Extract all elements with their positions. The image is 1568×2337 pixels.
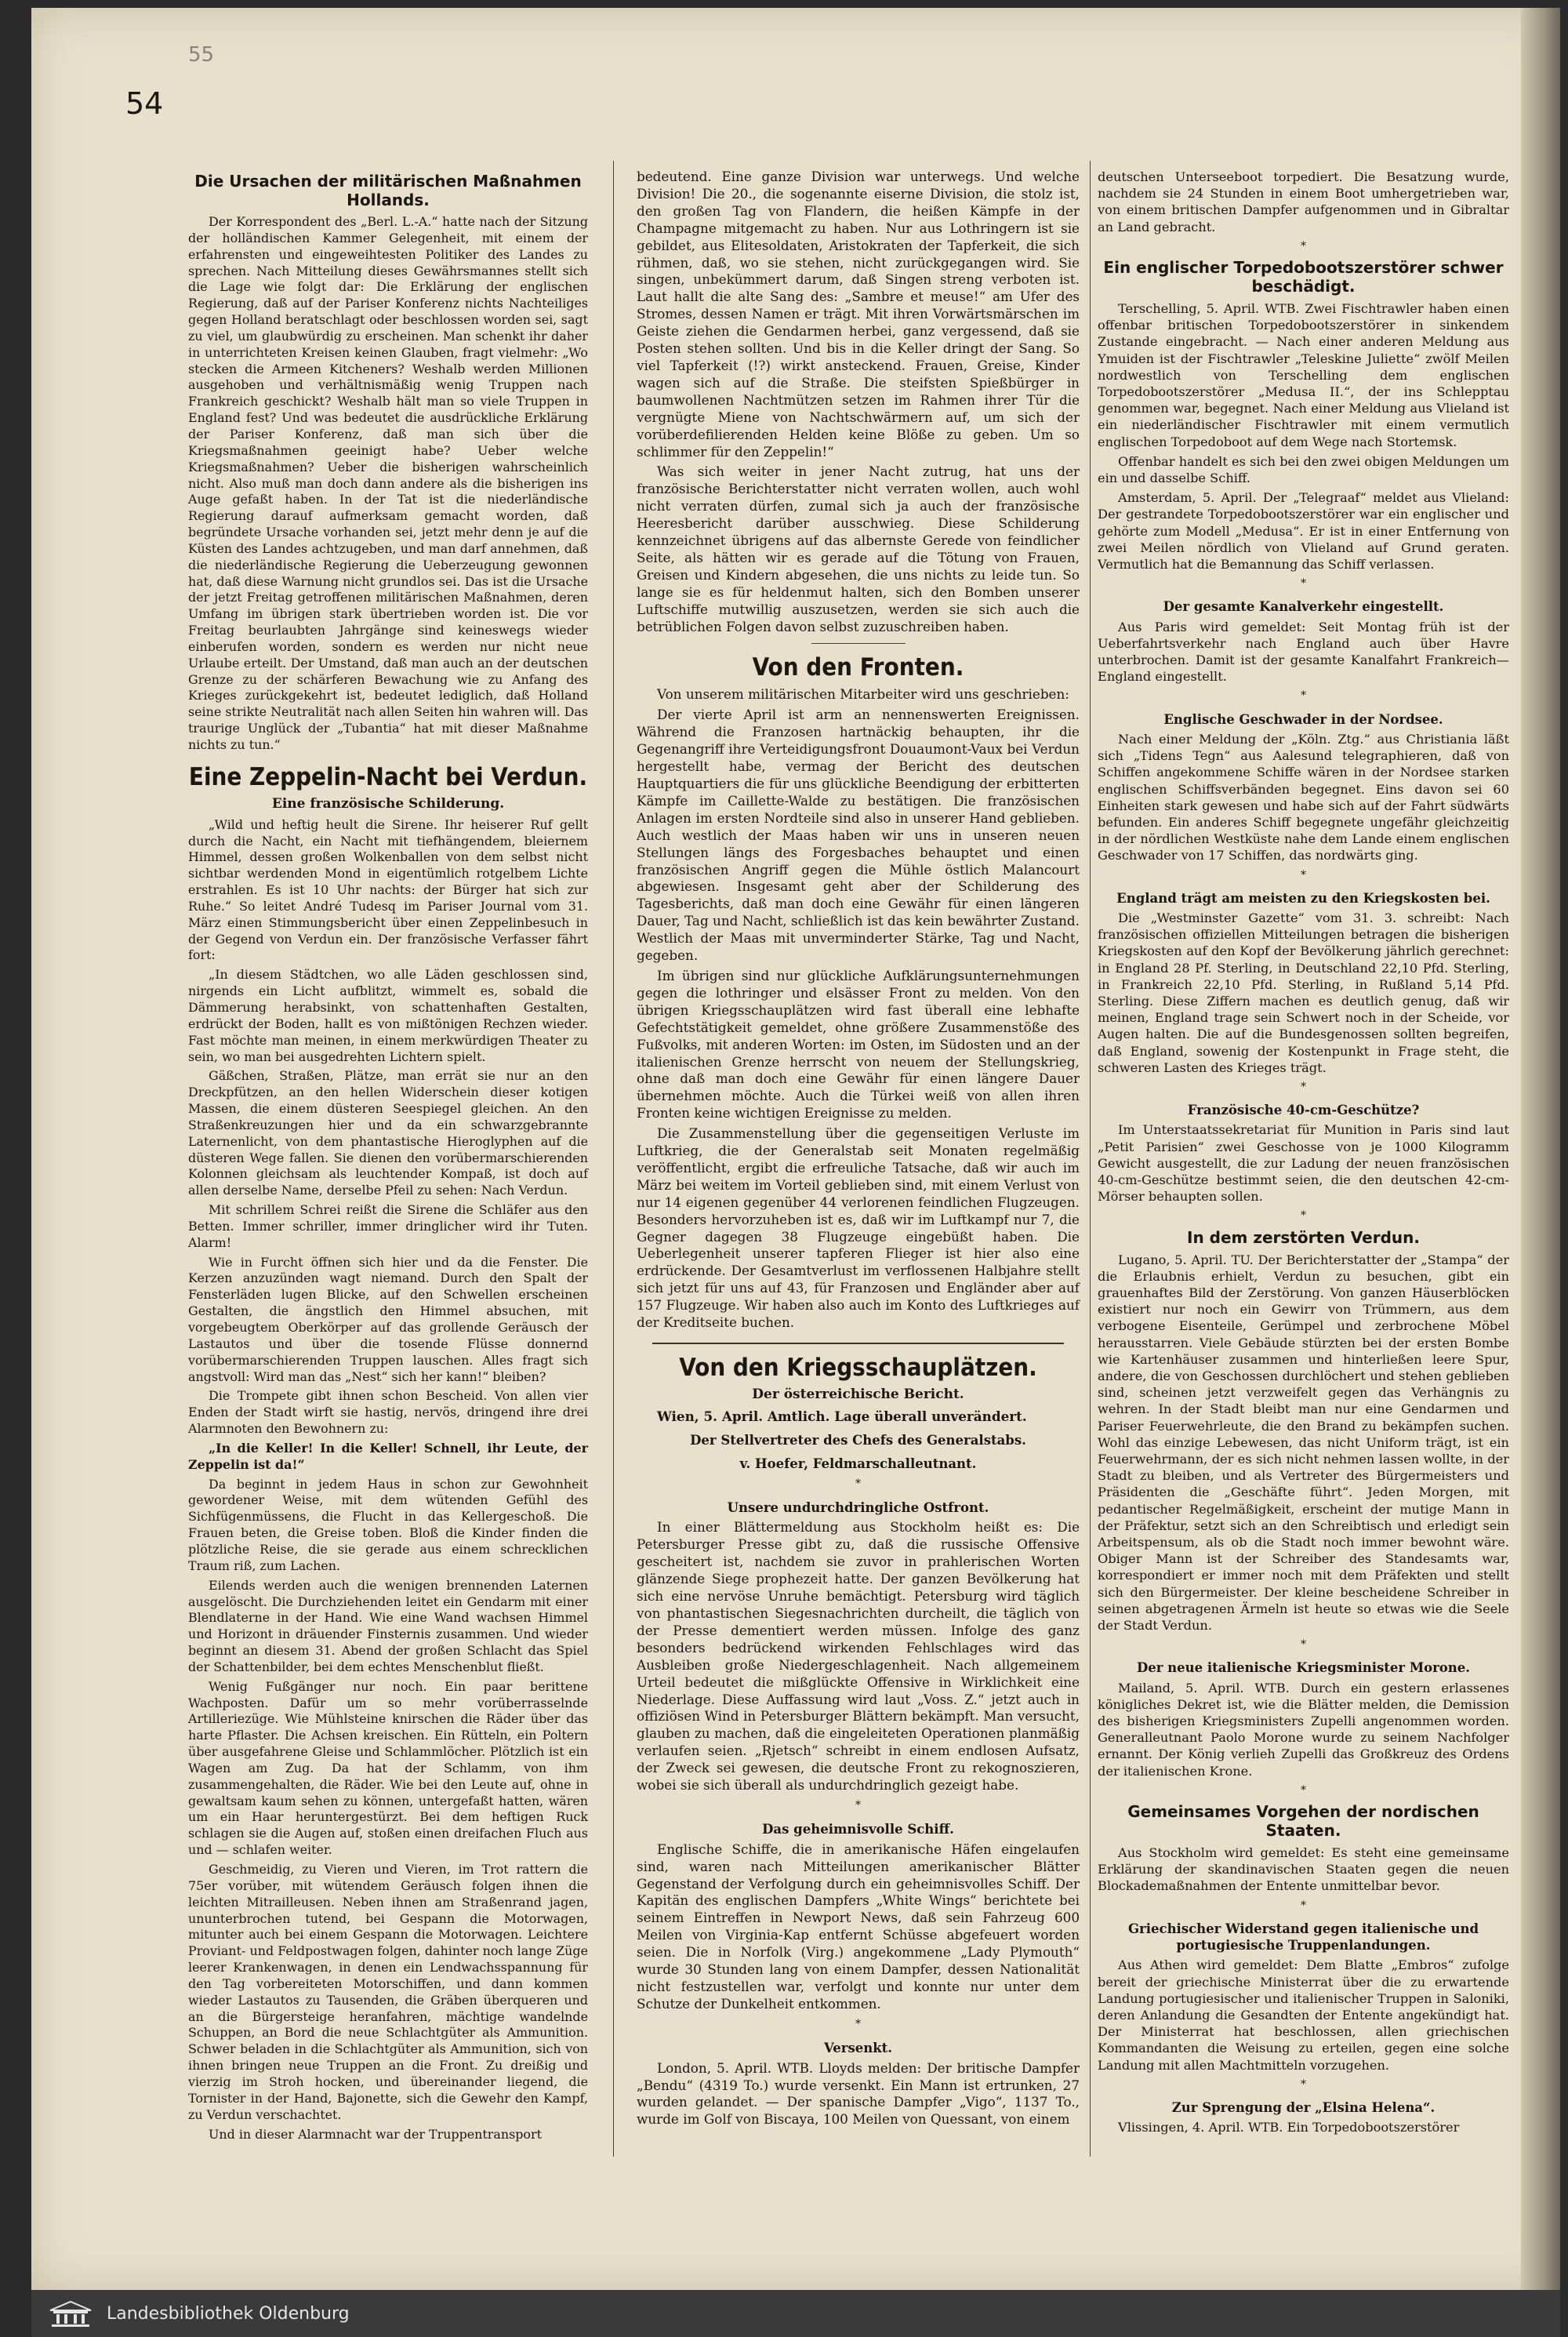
article-paragraph: Aus Athen wird gemeldet: Dem Blatte „Embros“ zufolge bereit der griechische Ministerrat über die zu erwartende Landung portugiesischer und italienischer Truppen in Saloniki, deren Anlandung die Gesandten der Entente angekündigt hat. Der Ministerrat hat beschlossen, allen griechischen Kommandanten die Weisung zu erteilen, gegen eine solche Landung mit allen Machtmitteln vorzugehen. — [1098, 1957, 1509, 2073]
article-paragraph: In einer Blättermeldung aus Stockholm heißt es: Die Petersburger Presse gibt zu, daß die russische Offensive gescheitert ist, nachdem sie zuvor in prahlerischen Worten glänzende Siege prophezeit hatte. Der ganzen Bevölkerung hat sich eine nervöse Unruhe bemächtigt. Petersburg wird täglich von phantastischen Siegesnachrichten durcheilt, die täglich von der Presse dementiert werden müssen. Infolge des ganz besonders bedrückend wirkenden Fehlschlages wird das Ausbleiben große Niedergeschlagenheit. Nach allgemeinem Urteil bedeutet die mißglückte Offensive in Wirklichkeit eine Niederlage. Diese Auffassung wird laut „Voss. Z.“ jetzt auch in offiziösen Wind in Petersburger Blättern bekämpft. Man versucht, glauben zu machen, daß die eingeleiteten Operationen planmäßig verlaufen seien. „Rjetsch“ schreibt in einem endlosen Aufsatz, der Zweck sei gewesen, die deutsche Front zu rekognoszieren, wobei sie sich überall als undurchdringlich gezeigt habe. — [637, 1519, 1080, 1794]
asterisk-separator: * — [1301, 1209, 1306, 1223]
article-paragraph: Der vierte April ist arm an nennenswerten Ereignissen. Während die Franzosen hartnäckig behaupten, ihr die Gegenangriff ihre Verteidigungsfront Douaumont-Vaux bei Verdun hergestellt habe, vermag der Bericht des deutschen Hauptquartiers die für uns glückliche Beendigung der erbitterten Kämpfe im Caillette-Walde zu bestätigen. Die französischen Anlagen im ersten Nordteile sind also in unserer Hand geblieben. Auch westlich der Maas haben wir uns in unseren neuen Stellungen längs des Forgesbaches behauptet und einen französischen Angriff gegen die Mühle östlich Malancourt abgewiesen. Insgesamt geht aber der Schilderung des Tagesberichts, daß man doch eine Gewähr für einen längeren Dauer, Tag und Nacht, schließlich ist das kein bewährter Zustand. Westlich der Maas mit unverminderter Stärke, Tag und Nacht, gegeben. — [637, 707, 1080, 964]
article-paragraph: Die Zusammenstellung über die gegenseitigen Verluste im Luftkrieg, die der Generalstab seit Monaten regelmäßig veröffentlicht, ergibt die erfreuliche Tatsache, daß wir auch im März bei weitem im Vorteil geblieben sind, mit einem Verlust von nur 14 eigenen gegenüber 44 verlorenen feindlichen Flugzeugen. Besonders hervorzuheben ist es, daß wir im Luftkampf nur 7, die Gegner dagegen 38 Flugzeuge eingebüßt haben. Die Ueberlegenheit unserer tapferen Flieger ist hier also eine erdrückende. Der Gesamtverlust im verflossenen Halbjahre stellt sich jetzt für uns auf 43, für Franzosen und Engländer aber auf 157 Flugzeuge. Wir haben also auch im Konto des Luftkrieges auf der Kreditseite buchen. — [637, 1125, 1080, 1331]
article-headline: Englische Geschwader in der Nordsee. — [1163, 711, 1443, 727]
article-headline: Griechischer Widerstand gegen italienische und portugiesische Truppenlandungen. — [1127, 1921, 1479, 1954]
article-paragraph: Vlissingen, 4. April. WTB. Ein Torpedobootszerstörer — [1118, 2120, 1460, 2135]
article-paragraph: Englische Schiffe, die in amerikanische Häfen eingelaufen sind, waren nach Mitteilungen amerikanischer Blätter Gegenstand der Verfolgung durch ein geheimnisvolles Schiff. Der Kapitän des englischen Dampfers „White Wings“ berichtete bei seinem Eintreffen in Newport News, daß sein Fahrzeug 600 Meilen von Virginia-Kap entfernt Schüsse abgefeuert worden seien. Die in Norfolk (Virg.) angekommene „Lady Plymouth“ wurde 30 Stunden lang von einem Dampfer, dessen Nationalität nicht festzustellen war, verfolgt und konnte nur unter dem Schutze der Dunkelheit entkommen. — [637, 1841, 1080, 2012]
article-paragraph: „In diesem Städtchen, wo alle Läden geschlossen sind, nirgends ein Licht aufblitzt, wimmelt es, sobald die Dämmerung herabsinkt, von schattenhaften Gestalten, erdrückt der Boden, hallt es von mißtönigen Rechzen wieder. Fast möchte man meinen, in einem merkwürdigen Theater zu sein, wo man bei ausgedrehten Lichtern spielt. — [188, 967, 588, 1064]
section-divider — [652, 1343, 1064, 1344]
article-paragraph: Mailand, 5. April. WTB. Durch ein gestern erlassenes königliches Dekret ist, wie die Blätter melden, die Demission des bisherigen Kriegsministers Zupelli angenommen worden. Generalleutnant Paolo Morone wurde zu seinem Nachfolger ernannt. Der König verlieh Zupelli das Großkreuz des Ordens der italienischen Krone. — [1098, 1680, 1509, 1779]
asterisk-separator: * — [1301, 1783, 1306, 1797]
footer-label: Landesbibliothek Oldenburg — [107, 2303, 350, 2324]
column-3 — [1098, 169, 1509, 2139]
article-paragraph: „Wild und heftig heult die Sirene. Ihr heiserer Ruf gellt durch die Nacht, ein Nacht mit tiefhängendem, bleiernem Himmel, dessen großen Wolkenballen von dem selbst nicht sichtbar werdenden Mond in eigentümlich rotgelbem Lichte erstrahlen. Es ist 10 Uhr nachts: der Bürger hat sich zur Ruhe.“ So leitet André Tudesq im Pariser Journal vom 31. März einen Stimmungsbericht über einen Zeppelinbesuch in der Gegend von Verdun ein. Der französische Verfasser fährt fort: — [188, 816, 588, 963]
asterisk-separator: * — [1301, 1638, 1306, 1652]
asterisk-separator: * — [1301, 577, 1306, 591]
pencil-mark: 55 — [188, 43, 215, 67]
article-paragraph: Und in dieser Alarmnacht war der Truppentransport — [209, 2126, 542, 2142]
article-paragraph: Was sich weiter in jener Nacht zutrug, hat uns der französische Berichterstatter nicht verraten wollen, auch wohl nicht verraten dürfen, zumal sich ja auch der französische Heeresbericht darüber ausschwieg. Diese Schilderung kennzeichnet übrigens auf das albernste Gerede von feindlicher Seite, als hätten wir es gerade auf die Tötung von Frauen, Greisen und Kindern abgesehen, die uns nichts zu leide tun. So lange sie es für heldenmut halten, sich den Bomben unserer Luftschiffe mutwillig auszusetzen, werden sie sich auch die betrüblichen Folgen davon selbst zuzuschreiben haben. — [637, 463, 1080, 634]
page-number: 54 — [125, 86, 164, 121]
article-paragraph: deutschen Unterseeboot torpediert. Die Besatzung wurde, nachdem sie 24 Stunden in einem Boot umhergetrieben war, von einem britischen Dampfer aufgenommen und in Gibraltar an Land gebracht. — [1098, 169, 1509, 234]
asterisk-separator: * — [1301, 2077, 1306, 2091]
article-headline: Versenkt. — [823, 2040, 893, 2055]
article-paragraph: Im übrigen sind nur glückliche Aufklärungsunternehmungen gegen die lothringer und elsässer Front zu melden. Von den übrigen Kriegsschauplätzen wird fast überall eine lebhafte Gefechtstätigkeit gemeldet, ohne größere Zusammenstöße des Fußvolks, mit anderen Worten: im Osten, im Südosten und an der italienischen Grenze herrscht von neuem der Stellungskrieg, ohne daß man doch eine Gewähr für einen längere Dauer übernehmen möchte. Auch die Türkei weiß von allen ihren Fronten keine wichtigen Ereignisse zu melden. — [637, 967, 1080, 1121]
article-headline: Das geheimnisvolle Schiff. — [762, 1821, 954, 1837]
article-paragraph: Die „Westminster Gazette“ vom 31. 3. schreibt: Nach französischen offiziellen Mitteilungen betragen die bisherigen Kriegskosten auf den Kopf der Bevölkerung jährlich gerechnet: in England 28 Pf. Sterling, in Deutschland 22,10 Pfd. Sterling, in Frankreich 22,10 Pfd. Sterling, in Rußland 5,14 Pfd. Sterling. Diese Ziffern machen es deutlich genug, daß wir meinen, England trage sein Schwert noch in der Scheide, vor Augen halten. Die auf die Bundesgenossen sollten begreifen, daß England, sowenig der Kostenpunkt in Frage steht, die schweren Lasten des Krieges trägt. — [1098, 910, 1509, 1075]
article-headline: England trägt am meisten zu den Kriegskosten bei. — [1116, 890, 1490, 906]
article-headline: Eine Zeppelin-Nacht bei Verdun. — [188, 762, 588, 791]
article-headline: Von den Kriegsschauplätzen. — [679, 1354, 1037, 1382]
article-paragraph: London, 5. April. WTB. Lloyds melden: Der britische Dampfer „Bendu“ (4319 To.) wurde versenkt. Ein Mann ist ertrunken, 27 wurden gelandet. — Der spanische Dampfer „Vigo“, 1137 To., wurde im Golf von Biscaya, 100 Meilen von Quessant, von einem — [637, 2059, 1080, 2128]
article-paragraph: Im Unterstaatssekretariat für Munition in Paris sind laut „Petit Parisien“ zwei Geschosse von je 1000 Kilogramm Gewicht ausgestellt, die zur Ladung der neuen französischen 40-cm-Geschütze bestimmt seien, die den deutschen 42-cm-Mörser behaupten sollen. — [1098, 1122, 1509, 1205]
article-paragraph: Da beginnt in jedem Haus in schon zur Gewohnheit gewordener Weise, mit dem wütenden Gefühl des Sichfügenmüssens, die Flucht in das Kellergeschoß. Die Frauen beten, die Greise toben. Bloß die Kinder finden die plötzliche Reise, die sie gerade aus einem schrecklichen Traum riß, zum Lachen. — [188, 1476, 588, 1573]
asterisk-separator: * — [855, 2017, 861, 2030]
article-paragraph: bedeutend. Eine ganze Division war unterwegs. Und welche Division! Die 20., die sogenannte eiserne Division, die stolz ist, den großen Tag von Flandern, die heißen Kämpfe in der Champagne mitgemacht zu haben. Nur aus Lothringern ist sie gebildet, aus Elitesoldaten, Aristokraten der Tapferkeit, die sich rühmen, daß, wo sie stehen, nicht zurückgegangen wird. Sie singen, unbekümmert darum, daß Singen streng verboten ist. Laut hallt die alte Sang des: „Sambre et meuse!“ am Ufer des Stromes, dessen Namen er trägt. Mit ihren Vorwärtsmärschen im Geiste ziehen die Gendarmen herbei, ganz vergessend, daß sie Posten stehen sollten. Und bis in die Keller dringt der Sang. So viel Tapferkeit (!?) wirkt ansteckend. Frauen, Greise, Kinder wagen sich auf die Straße. Die steifsten Spießbürger in baumwollenen Nachtmützen setzen im Rahmen ihrer Tür die vergnügte Miene von Nachtschwärmern auf, um sich der vorüberdefilierenden Helden keine Blöße zu geben. Um so schlimmer für den Zeppelin!“ — [637, 169, 1080, 460]
article-headline: Unsere undurchdringliche Ostfront. — [727, 1499, 989, 1515]
article-paragraph: Amsterdam, 5. April. Der „Telegraaf“ meldet aus Vlieland: Der gestrandete Torpedobootszerstörer war ein englischer und gehörte zum Modell „Medusa“. Er ist in einer Entfernung von zwei Meilen nördlich von Vlieland auf Grund geraten. Vermutlich hat die Bemannung das Schiff verlassen. — [1098, 490, 1509, 572]
asterisk-separator: * — [855, 1477, 861, 1490]
article-paragraph: Gäßchen, Straßen, Plätze, man errät sie nur an den Dreckpfützen, an den hellen Widerschein dieser kotigen Massen, die einem düsteren Seespiegel gleichen. An den Straßenkreuzungen hier und da ein schwarzgebrannte Laternenlicht, von dem phantastische Hieroglyphen auf die düsteren Wege fallen. Sie dienen den vorübermarschierenden Kolonnen gleichsam als leuchtender Kompaß, ist doch auf allen derselbe Name, derselbe Pfeil zu sehen: Nach Verdun. — [188, 1068, 588, 1198]
section-divider — [811, 643, 906, 644]
footer-bar — [31, 2290, 1560, 2337]
article-paragraph: Offenbar handelt es sich bei den zwei obigen Meldungen um ein und dasselbe Schiff. — [1098, 453, 1509, 486]
asterisk-separator: * — [1301, 239, 1306, 253]
article-headline: Ein englischer Torpedobootszerstörer schwer beschädigt. — [1103, 258, 1504, 296]
article-paragraph: Terschelling, 5. April. WTB. Zwei Fischtrawler haben einen offenbar britischen Torpedobootszerstörer in sinkendem Zustande eingebracht. — Nach einer anderen Meldung aus Ymuiden ist der Fischtrawler „Teleskine Juliette“ zwölf Meilen nordwestlich von Terschelling dem englischen Torpedobootszerstörer „Medusa II.“, der ins Schlepptau genommen war, begegnet. Nach einer Meldung aus Vlieland ist ein niederländischer Fischtrawler mit einem vermutlich englischen Torpedoboot auf dem Wege nach Stortemsk. — [1098, 301, 1509, 449]
article-paragraph: Nach einer Meldung der „Köln. Ztg.“ aus Christiania läßt sich „Tidens Tegn“ aus Aalesund telegraphieren, daß von Schiffen angekommene Schiffe wären in der Nordsee starken englischen Schiffsverbänden begegnet. Eins davon sei 60 Einheiten stark gewesen und habe sich auf der Fahrt südwärts befunden. Ein anderes Schiff begegnete ungefähr gleichzeitig in der nördlichen Westküste nahe dem Lande einem englischen Geschwader von 17 Schiffen, das nordwärts ging. — [1098, 731, 1509, 863]
article-paragraph: Wenig Fußgänger nur noch. Ein paar berittene Wachposten. Dafür um so mehr vorüberrasselnde Artilleriezüge. Wie Mühlsteine knirschen die Räder über das harte Pflaster. Die Achsen kreischen. Ein Rütteln, ein Poltern über ausgefahrene Gleise und Schlammlöcher. Plötzlich ist ein Wagen am Zug. Da hat der Schlamm, von ihm zusammengehalten, die Räder. Wie bei den Leute auf, ohne in gewaltsam kaum sehen zu können, untergefaßt hatten, wären um ein Haar heruntergestürzt. Bei dem heftigen Ruck schlagen sie die Augen auf, stoßen einen dreifachen Fluch aus und — schlafen weiter. — [188, 1678, 588, 1858]
page-gutter — [1521, 8, 1560, 2290]
article-paragraph: Wie in Furcht öffnen sich hier und da die Fenster. Die Kerzen anzuzünden wagt niemand. Durch den Spalt der Fensterläden lugen Blicke, auf den Schwellen erscheinen Gestalten, die ängstlich den Himmel absuchen, mit vorgebeugtem Oberkörper auf das grollende Geräusch der Lastautos und über die tosende Flüsse donnernd vorübermarschierenden Truppen lauschen. Alles fragt sich angstvoll: Wird man das „Nest“ sich her kann!“ bleiben? — [188, 1254, 588, 1384]
signature-line: v. Hoefer, Feldmarschalleutnant. — [739, 1456, 977, 1471]
article-headline: Französische 40-cm-Geschütze? — [1187, 1103, 1420, 1118]
asterisk-separator: * — [1301, 1899, 1306, 1912]
asterisk-separator: * — [855, 1798, 861, 1812]
signature-line: Der Stellvertreter des Chefs des Generalstabs. — [690, 1432, 1026, 1448]
column-1 — [188, 169, 588, 2146]
library-building-icon — [47, 2299, 94, 2328]
asterisk-separator: * — [1301, 868, 1306, 881]
article-subheadline: Eine französische Schilderung. — [271, 795, 505, 812]
article-paragraph: Mit schrillem Schrei reißt die Sirene die Schläfer aus den Betten. Immer schriller, immer dringlicher wird ihr Tuten. Alarm! — [188, 1202, 588, 1250]
column-2 — [637, 169, 1080, 2132]
article-paragraph: „In die Keller! In die Keller! Schnell, ihr Leute, der Zeppelin ist da!“ — [188, 1440, 588, 1472]
asterisk-separator: * — [1301, 1080, 1306, 1093]
article-paragraph: Der Korrespondent des „Berl. L.-A.“ hatte nach der Sitzung der holländischen Kammer Gelegenheit, mit einem der erfahrensten und eingeweihtesten Politiker des Landes zu sprechen. Nach Mitteilung dieses Gewährsmannes stellt sich die Lage wie folgt dar: Die Erklärung der englischen Regierung, daß auf der Pariser Konferenz nichts Nachteiliges gegen Holland beratschlagt oder beschlossen worden sei, sagt zu viel, um glaubwürdig zu erscheinen. Man schenkt ihr daher in unterrichteten Kreisen keinen Glauben, fragt vielmehr: „Wo stecken die Armeen Kitcheners? Weshalb werden Millionen ausgehoben und verhältnismäßig wenig Truppen nach Frankreich geschickt? Weshalb hält man so viele Truppen in England fest? Und was bedeutet die ausdrückliche Erklärung der Pariser Konferenz, daß man sich über die Kriegsmaßnahmen geeinigt habe? Ueber welche Kriegsmaßnahmen? Ueber die bisherigen wahrscheinlich nicht. Also muß man doch dann andere als die bisherigen ins Auge gefaßt haben. In der Tat ist die niederländische Regierung darauf aufmerksam gemacht worden, daß begründete Ursache vorhanden sei, jetzt mehr denn je auf die Küsten des Landes achtzugeben, und man darf annehmen, daß die niederländische Regierung die Ueberzeugung gewonnen hat, daß diese Warnung nicht grundlos sei. Das ist die Ursache der jetzt Freitag getroffenen militärischen Maßnahmen, deren Umfang im übrigen stark übertrieben worden ist. Die vor Freitag beurlaubten Jahrgänge sind keineswegs wieder einberufen worden, sondern es werden nur nicht neue Urlaube erteilt. Der Umstand, daß man auch an der deutschen Grenze zu der schärferen Bewachung wie zu Anfang des Krieges zurückgekehrt ist, bedeutet lediglich, daß Holland seine strikte Neutralität nach allen Seiten hin wahren will. Das traurige Unglück der „Tubantia“ hat mit dieser Maßnahme nichts zu tun.“ — [188, 214, 588, 752]
article-headline: Zur Sprengung der „Elsina Helena“. — [1171, 2099, 1436, 2115]
article-paragraph: Aus Paris wird gemeldet: Seit Montag früh ist der Ueberfahrtsverkehr nach England auch über Havre unterbrochen. Damit ist der gesamte Kanalfahrt Frankreich—England eingestellt. — [1098, 619, 1509, 685]
article-headline: Gemeinsames Vorgehen der nordischen Staaten. — [1127, 1802, 1479, 1841]
article-headline: Der neue italienische Kriegsminister Morone. — [1136, 1660, 1471, 1676]
article-subheadline: Der österreichische Bericht. — [752, 1387, 964, 1402]
article-paragraph: Eilends werden auch die wenigen brennenden Laternen ausgelöscht. Die Durchziehenden leitet ein Gendarm mit einer Blendlaterne in der Hand. Wie eine Wand wachsen Himmel und Horizont in dräuender Finsternis zusammen. Und wieder beginnt an diesem 31. Abend der großen Schlacht das Spiel der Schattenbilder, bei dem echtes Menschenblut fließt. — [188, 1577, 588, 1674]
column-rule — [1090, 161, 1091, 2157]
article-headline: Die Ursachen der militärischen Maßnahmen Hollands. — [194, 172, 582, 209]
article-paragraph: Aus Stockholm wird gemeldet: Es steht eine gemeinsame Erklärung der skandinavischen Staaten gegen die neuen Blockademaßnahmen der Entente unmittelbar bevor. — [1098, 1845, 1509, 1894]
article-paragraph: Wien, 5. April. Amtlich. Lage überall unverändert. — [657, 1408, 1027, 1424]
column-rule — [613, 161, 614, 2157]
article-headline: In dem zerstörten Verdun. — [1187, 1227, 1420, 1247]
article-paragraph: Lugano, 5. April. TU. Der Berichterstatter der „Stampa“ der die Erlaubnis erhielt, Verdun zu besuchen, gibt ein grauenhaftes Bild der Zerstörung. Von ganzen Häuserblöcken existiert nur noch ein Gewirr von Trümmern, aus dem verbogene Eisenteile, Gerümpel und zerbrochene Möbel herausstarren. Viele Gebäude stürzten bei der ersten Bombe wie Kartenhäuser zusammen und hinterließen leere Spur, andere, die von Geschossen durchlöchert und stehen geblieben sind, scheinen jetzt verzweifelt gegen das Verhängnis zu wehren. In der Stadt bleibt man nur eine Gendarmen und Pariser Feuerwehrleute, die den Brand zu bekämpfen suchen. Wohl das einzige Lebewesen, das nicht Uniform trägt, ist ein Feuerwehrmann, der es sich nicht nehmen lassen wollte, in der Stadt zu bleiben, und als Vertreter des Bürgermeisters und Präsidenten die „Geschäfte führt“. Jeden Morgen, mit pedantischer Regelmäßigkeit, erscheint der mutige Mann in der Präfektur, setzt sich an den Schreibtisch und erledigt sein Arbeitspensum, als ob die Stadt noch immer bewohnt wäre. Obiger Mann ist der Schreiber des Standesamts war, korrespondiert er immer noch mit dem Präfekten und stellt sich den Bürgermeister. Der kleine bescheidene Schreiber in seinen abgetragenen Ärmeln ist heute so etwas wie die Seele der Stadt Verdun. — [1098, 1252, 1509, 1634]
asterisk-separator: * — [1301, 689, 1306, 703]
article-headline: Der gesamte Kanalverkehr eingestellt. — [1163, 599, 1444, 615]
article-paragraph: Von unserem militärischen Mitarbeiter wird uns geschrieben: — [657, 686, 1069, 703]
article-paragraph: Die Trompete gibt ihnen schon Bescheid. Von allen vier Enden der Stadt wirft sie hastig, nervös, dringend ihre drei Alarmnoten den Bewohnern zu: — [188, 1388, 588, 1437]
article-paragraph: Geschmeidig, zu Vieren und Vieren, im Trot rattern die 75er vorüber, mit wütendem Geräusch folgen ihnen die leichten Mitrailleusen. Neben ihnen am Straßenrand jagen, ununterbrochen tutend, bei Gespann die Motorwagen, mitunter auch bei einem Gespann die Motorwagen. Leichtere Proviant- und Feldpostwagen folgen, dahinter noch lange Züge leerer Krankenwagen, in denen ein Lendwachsspannung für den Tag vorbereiteten Motorschiffen, und dann kommen wieder Lastautos zu Tausenden, die Gräben überqueren und an die Bürgersteige heranfahren, mächtige wandelnde Schuppen, an Bord die neue Schlachtgüter als Ammunition. Schwer beladen in die Schlachtgüter als Ammunition, sich von ihnen bringen neue Truppen an die Front. Zu dreißig und vierzig im Stroh hocken, und übereinander liegend, die Tornister in der Hand, Bajonette, sich die Gewehr den Kampf, zu Verdun verschachtet. — [188, 1862, 588, 2122]
article-headline: Von den Fronten. — [752, 653, 964, 682]
